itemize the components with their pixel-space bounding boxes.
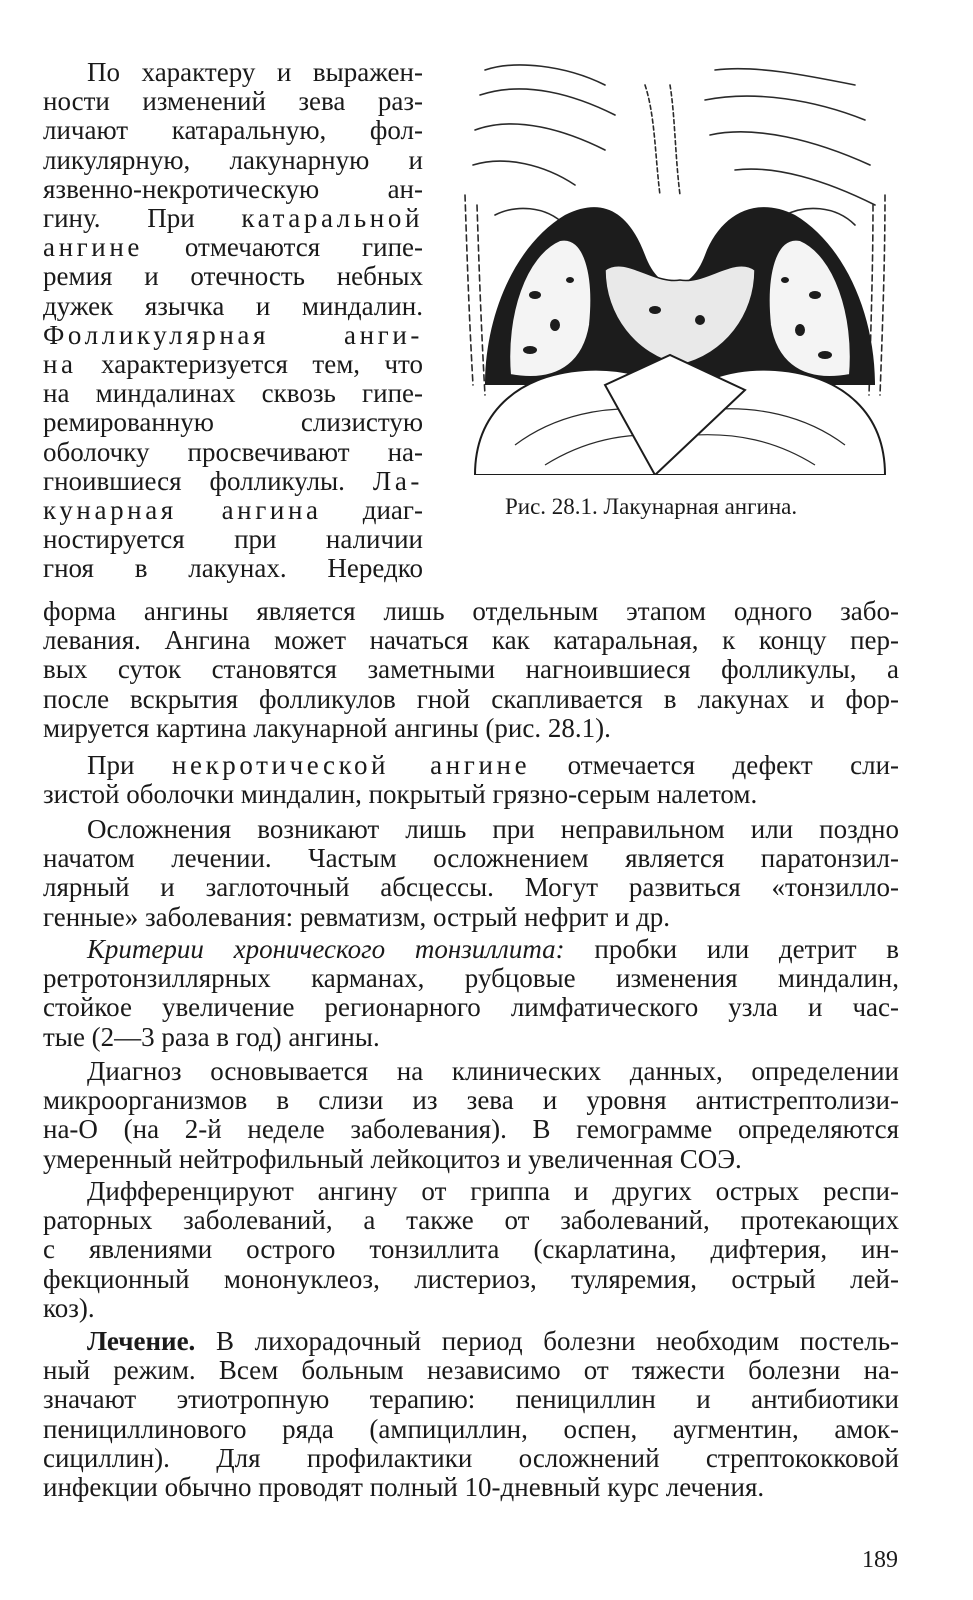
page-number: 189 — [862, 1547, 898, 1573]
text-line: пенициллинового ряда (ампициллин, оспен, аугментин, амок- — [43, 1413, 899, 1444]
text-run: При — [87, 750, 135, 780]
paragraph-differential — [43, 1177, 899, 1323]
text-run: диаг- — [362, 495, 423, 526]
text-line: инфекции обычно проводят полный 10-дневный курс лечения. — [43, 1472, 765, 1503]
text-line: оболочку просвечивают на- — [43, 436, 423, 467]
text-line: форма ангины является лишь отдельным этапом одного забо- — [43, 596, 899, 626]
text-line: генные» заболевания: ревматизм, острый нефрит и др. — [43, 901, 671, 932]
text-run: В лихорадочный период болезни необходим постель- — [215, 1326, 899, 1356]
text-line: сициллин). Для профилактики осложнений стрептококковой — [43, 1442, 899, 1473]
text-line: тые (2—3 раза в год) ангины. — [43, 1021, 380, 1052]
text-line: значают этиотропную терапию: пенициллин и антибиотики — [43, 1384, 899, 1415]
paragraph-complications — [43, 815, 899, 932]
term-follicular-end: на — [43, 349, 77, 380]
text-line: ностируется при наличии — [43, 524, 423, 555]
text-line — [43, 204, 423, 233]
term-follicular: Фолликулярная анги- — [43, 319, 423, 350]
term-lacunar-start: Ла- — [372, 465, 423, 496]
heading-treatment: Лечение. — [87, 1326, 196, 1356]
text-line: личают катаральную, фол- — [43, 115, 423, 146]
text-line: ности изменений зева раз- — [43, 86, 423, 117]
text-line — [43, 1327, 899, 1356]
text-run: отмечается дефект сли- — [567, 750, 900, 780]
paragraph-forms-continuation — [43, 597, 899, 743]
throat-illustration — [455, 55, 905, 475]
paragraph-diagnosis — [43, 1057, 899, 1174]
text-line: микроорганизмов в слизи из зева и уровня антистрептолизи- — [43, 1085, 899, 1116]
text-line: Диагноз основывается на клинических данных, определении — [87, 1056, 899, 1086]
text-line: язвенно-некротическую ан- — [43, 173, 423, 204]
term-catarrhal: катаральной — [241, 203, 423, 234]
text-line: умеренный нейтрофильный лейкоцитоз и увеличенная СОЭ. — [43, 1143, 742, 1174]
paragraph-necrotic — [43, 751, 899, 809]
text-line: ремия и отечность небных — [43, 261, 423, 292]
text-line — [43, 935, 899, 964]
text-line: фекционный мононуклеоз, листериоз, туляремия, острый лей- — [43, 1263, 899, 1294]
text-run: пробки или детрит в — [594, 934, 899, 964]
text-line: Дифференцируют ангину от гриппа и других острых респи- — [87, 1176, 899, 1206]
text-line: коз). — [43, 1292, 95, 1323]
text-line: зистой оболочки миндалин, покрытый грязно-серым налетом. — [43, 779, 758, 810]
text-run: характеризуется тем, что — [101, 349, 423, 380]
text-line — [43, 496, 423, 525]
text-line: начатом лечении. Частым осложнением является паратонзил- — [43, 843, 899, 874]
text-line: на миндалинах сквозь гипе- — [43, 378, 423, 409]
text-line: раторных заболеваний, а также от заболеваний, протекающих — [43, 1205, 899, 1236]
text-line — [43, 233, 423, 262]
text-line: стойкое увеличение регионарного лимфатического узла и час- — [43, 992, 899, 1023]
term-angina: ангине — [43, 232, 143, 263]
text-line: на-О (на 2-й неделе заболевания). В гемограмме определяются — [43, 1114, 899, 1145]
text-line: после вскрытия фолликулов гной скапливается в лакунах и фор- — [43, 683, 899, 714]
text-line: ремированную слизистую — [43, 407, 423, 438]
text-line: левания. Ангина может начаться как катаральная, к концу пер- — [43, 625, 899, 656]
paragraph-treatment — [43, 1327, 899, 1502]
text-line: лярный и заглоточный абсцессы. Могут развиться «тонзилло- — [43, 872, 899, 903]
text-line: По характеру и выражен- — [87, 57, 423, 87]
text-line: вых суток становятся заметными нагноившиеся фолликулы, а — [43, 654, 899, 685]
text-line: мируется картина лакунарной ангины (рис. 28.1). — [43, 712, 611, 743]
text-line — [43, 751, 899, 780]
text-line: ный режим. Всем больным независимо от тяжести болезни на- — [43, 1355, 899, 1386]
term-necrotic: некротической ангине — [171, 750, 531, 780]
text-line: дужек язычка и миндалин. — [43, 290, 423, 321]
text-run: отмечаются гипе- — [184, 232, 424, 263]
text-line: гноя в лакунах. Нередко — [43, 553, 423, 584]
text-line: ретротонзиллярных карманах, рубцовые изменения миндалин, — [43, 963, 899, 994]
text-run: гину. При — [43, 203, 195, 234]
text-line — [43, 350, 423, 379]
paragraph-chronic-criteria — [43, 935, 899, 1052]
text-line: с явлениями острого тонзиллита (скарлатина, дифтерия, ин- — [43, 1234, 899, 1265]
text-line — [43, 467, 423, 496]
figure-caption: Рис. 28.1. Лакунарная ангина. — [505, 494, 798, 519]
term-lacunar: кунарная ангина — [43, 495, 322, 526]
text-run: гноившиеся фолликулы. — [43, 465, 345, 496]
figure-lacunar-angina — [455, 55, 905, 475]
text-line: Осложнения возникают лишь при неправильном или поздно — [87, 814, 899, 844]
intro-paragraph — [43, 58, 423, 584]
text-line: ликулярную, лакунарную и — [43, 144, 423, 175]
term-chronic-criteria: Критерии хронического тонзиллита: — [87, 934, 565, 964]
